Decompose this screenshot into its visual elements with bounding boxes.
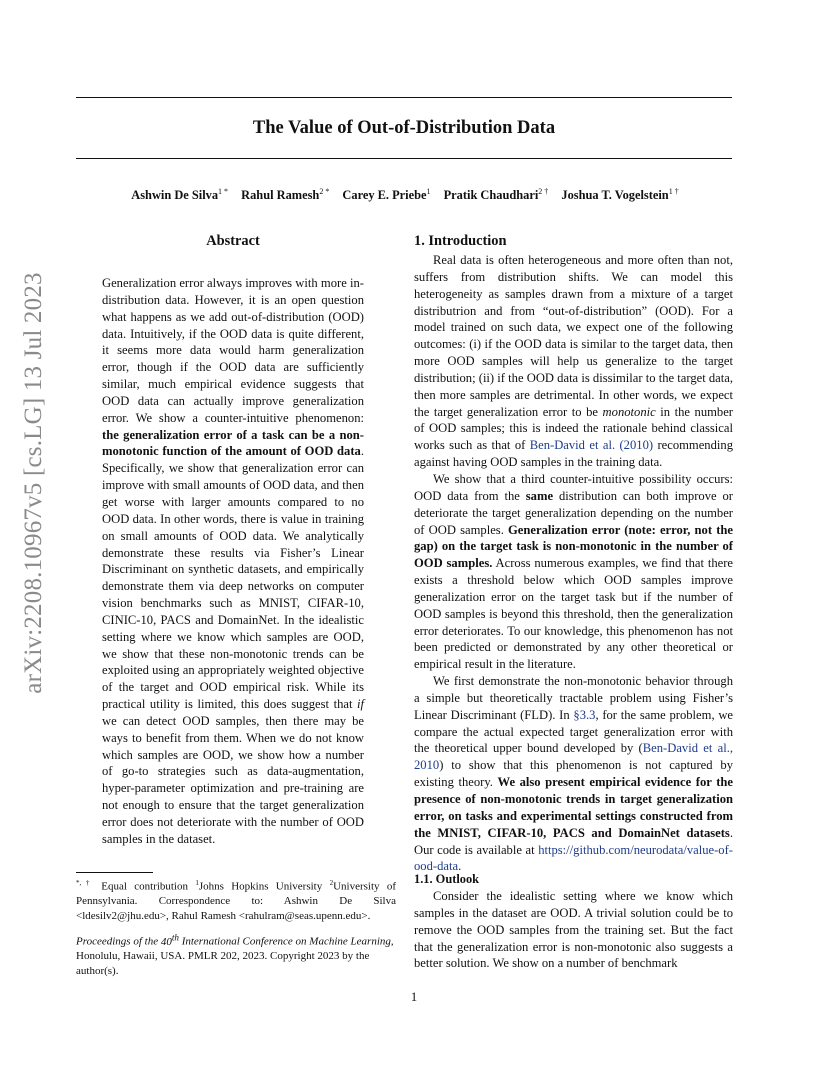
code-repository-link[interactable]: https://github.com/neurodata/value-of-ood-data (414, 842, 733, 874)
citation-link[interactable]: Ben-David et al. (2010) (529, 438, 654, 453)
author: Ashwin De Silva$^{1 *}$ (131, 187, 229, 203)
abstract-heading: Abstract (206, 233, 260, 249)
paragraph: Real data is often heterogeneous and more often than not, suffers from distribution shifts. We can model this heterogeneity as samples drawn from a mixture of a target distributrion and from “out-of-distribution” (OOD). For a model trained on such data, we expect one of the following outcomes: (i) if the OOD data is similar to the target data, then more OOD samples will help us generalize to the target distribution; (ii) if the OOD data is dissimilar to the target data, then more samples are detrimental. In other words, we expect the target generalization error to be monotonic in the number of OOD samples; this is indeed the rationale behind classical works such as that of Ben-David et al. (2010) recommending against having OOD samples in the training data. (414, 253, 733, 470)
title-rule-bottom (76, 158, 732, 159)
author-list (60, 187, 750, 203)
footnote-affiliations: *,† Equal contribution $^1$Johns Hopkins University $^2$University of Pennsylvania. Correspondence to: Ashwin De Silva <ldesilv2@jhu.edu>, Rahul Ramesh <rahulram@seas.upenn.edu>. (76, 879, 397, 922)
title-rule-top (76, 97, 732, 98)
outlook-heading: 1.1. Outlook (414, 872, 480, 886)
introduction-heading: 1. Introduction (414, 233, 507, 249)
proceedings-note: Proceedings of the 40th International Conference on Machine Learning, Honolulu, Hawaii, USA. PMLR 202, 2023. Copyright 2023 by the author(s). (76, 932, 394, 977)
paragraph: Consider the idealistic setting where we know which samples in the dataset are OOD. A trivial solution could be to remove the OOD samples from the training set. But the fact that the generalization error is non-monotonic also suggests a better solution. We show on a number of benchmark (414, 889, 733, 971)
paragraph: We show that a third counter-intuitive possibility occurs: OOD data from the same distribution can both improve or deteriorate the target generalization depending on the number of OOD samples. Generalization error (note: error, not the gap) on the target task is non-monotonic in the number of OOD samples. Across numerous examples, we find that there exists a threshold below which OOD samples improve generalization error on the target task but if the number of OOD samples is beyond this threshold, then the generalization error deteriorates. To our knowledge, this phenomenon has not been predicted or demonstrated by any other theoretical or empirical result in the literature. (414, 471, 733, 672)
footnote-rule (76, 872, 153, 873)
section-link[interactable]: §3.3 (573, 707, 596, 722)
paper-title: The Value of Out-of-Distribution Data (252, 118, 556, 138)
paragraph: We first demonstrate the non-monotonic behavior through a simple but theoretically tractable problem using Fisher’s Linear Discriminant (FLD). In §3.3, for the same problem, we compare the actual expected target generalization error with the theoretical upper bound developed by (Ben-David et al., 2010) to show that this phenomenon is not captured by existing theory. We also present empirical evidence for the presence of non-monotonic trends in target generalization error, on tasks and experimental settings constructed from the MNIST, CIFAR-10, PACS and DomainNet datasets. Our code is available at https://github.com/neurodata/value-of-ood-data. (414, 674, 734, 874)
author: Pratik Chaudhari$^{2 \dagger}$ (443, 187, 549, 203)
introduction-body (414, 252, 733, 875)
page-number: 1 (410, 990, 418, 1004)
author: Rahul Ramesh$^{2 *}$ (241, 187, 330, 203)
citation-link[interactable]: Ben-David et al., 2010 (414, 741, 733, 773)
outlook-body (414, 888, 733, 972)
abstract-body: Generalization error always improves with more in-distribution data. However, it is an open question what happens as we add out-of-distribution (OOD) data. Intuitively, if the OOD data is quite different, it seems more data would harm generalization error, though if the OOD data are sufficiently similar, much empirical evidence suggests that OOD data can actually improve generalization error. We show a counter-intuitive phenomenon: the generalization error of a task can be a non-monotonic function of the amount of OOD data. Specifically, we show that generalization error can improve with small amounts of OOD data, and then get worse with larger amounts compared to no OOD data. In other words, there is value in training on small amounts of OOD data. We analytically demonstrate these results via Fisher’s Linear Discriminant on synthetic datasets, and empirically demonstrate them via deep networks on computer vision benchmarks such as MNIST, CIFAR-10, CINIC-10, PACS and DomainNet. In the idealistic setting where we know which samples are OOD, we show that these non-monotonic trends can be exploited using an appropriately weighted objective of the target and OOD empirical risk. While its practical utility is limited, this does suggest that if we can detect OOD samples, then there may be ways to benefit from them. When we do not know which samples are OOD, we show how a number of go-to strategies such as data-augmentation, hyper-parameter optimization and pre-training are not enough to ensure that the target generalization error does not deteriorate with the number of OOD samples in the dataset. (102, 276, 364, 846)
author: Carey E. Priebe$^1$ (342, 187, 431, 203)
author: Joshua T. Vogelstein$^{1 \dagger}$ (561, 187, 679, 203)
